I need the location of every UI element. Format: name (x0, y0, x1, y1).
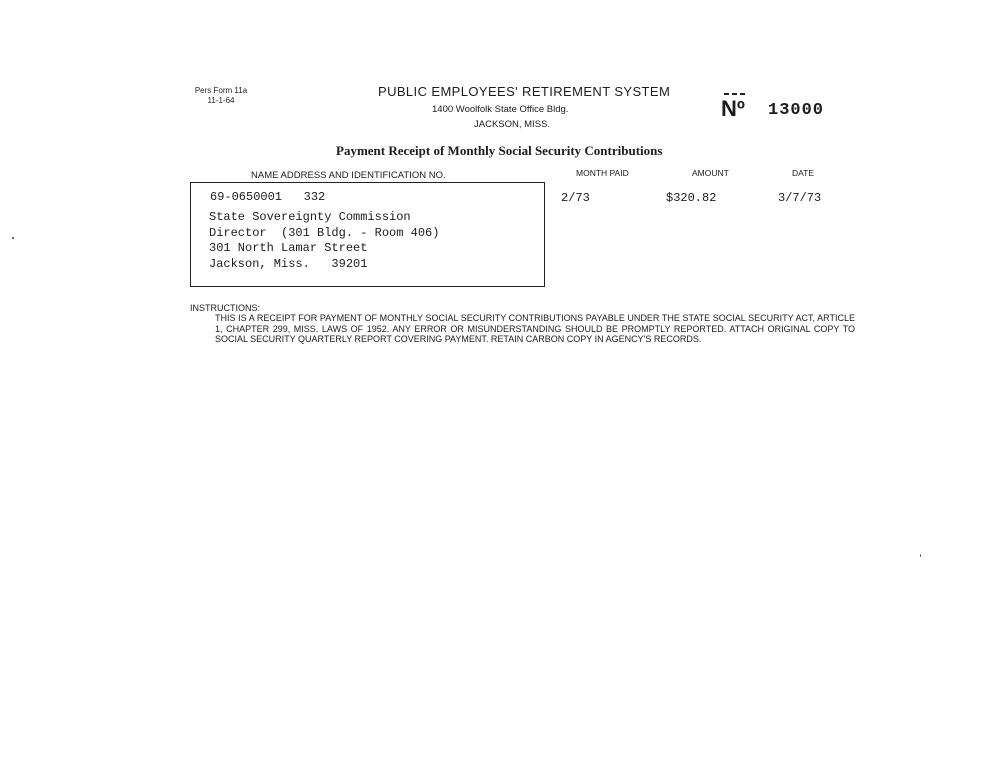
date-value: 3/7/73 (778, 191, 822, 205)
identification-number: 69-0650001 332 (210, 190, 326, 204)
form-date: 11-1-64 (207, 96, 235, 105)
address-line-2: Director (301 Bldg. - Room 406) (209, 226, 440, 240)
document-subtitle: Payment Receipt of Monthly Social Security Contributions (336, 143, 663, 158)
organization-title: PUBLIC EMPLOYEES' RETIREMENT SYSTEM (378, 84, 671, 99)
instructions-text: THIS IS A RECEIPT FOR PAYMENT OF MONTHLY SOCIAL SECURITY CONTRIBUTIONS PAYABLE UNDER THE STATE SOCIAL SECURITY ACT, ARTICLE 1, CHAPTER 299, MISS. LAWS OF 1952. ANY ERROR OR MISUNDERSTANDING SHOULD BE PROMPTLY REPORTED. ATTACH ORIGINAL COPY TO SOCIAL SECURITY QUARTERLY REPORT COVERING PAYMENT. RETAIN CARBON COPY IN AGENCY'S RECORDS. (215, 313, 855, 344)
column-header-month-paid: MONTH PAID (576, 168, 629, 178)
number-symbol: Nº (721, 96, 745, 121)
month-paid-value: 2/73 (561, 191, 590, 205)
amount-value: $320.82 (666, 191, 717, 205)
address-line-3: 301 North Lamar Street (209, 241, 368, 255)
form-number: Pers Form 11a (194, 86, 248, 95)
instructions-heading: INSTRUCTIONS: (190, 303, 261, 313)
address-line-4: Jackson, Miss. 39201 (209, 257, 368, 271)
address-line-1: State Sovereignty Commission (209, 210, 411, 224)
form-number-block (190, 86, 252, 106)
scan-speck (12, 237, 14, 239)
column-header-amount: AMOUNT (692, 168, 729, 178)
receipt-number: 13000 (768, 101, 825, 120)
scan-speck (920, 554, 921, 557)
organization-city: JACKSON, MISS. (474, 119, 551, 130)
column-header-date: DATE (792, 168, 815, 178)
column-header-name: NAME ADDRESS AND IDENTIFICATION NO. (251, 170, 446, 181)
organization-address: 1400 Woolfolk State Office Bldg. (432, 104, 569, 115)
